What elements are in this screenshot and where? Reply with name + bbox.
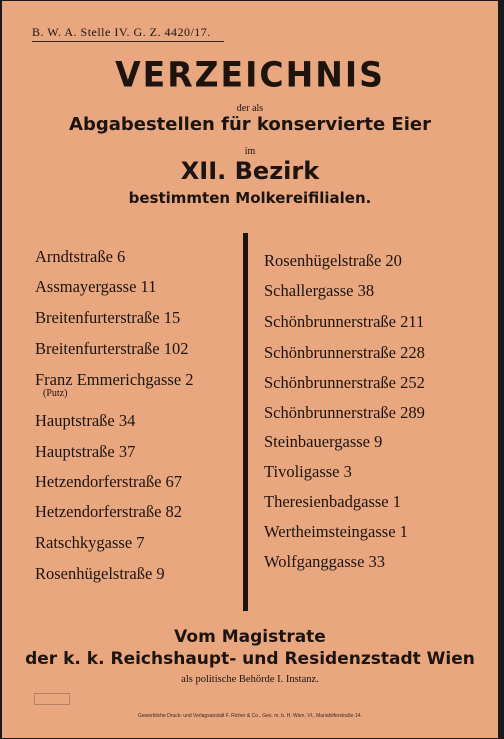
- der-als-text: der als: [236, 103, 264, 114]
- poster-title: VERZEICHNIS: [115, 54, 385, 95]
- street-name: Ratschkygasse 7: [35, 533, 145, 552]
- street-entry-left: [35, 411, 135, 431]
- street-name: Schallergasse 38: [264, 281, 375, 300]
- street-name: Assmayergasse 11: [35, 277, 157, 296]
- footer-authority-line2: der k. k. Reichshaupt- und Residenzstadt Wien: [25, 649, 475, 669]
- subtitle-abgabestellen: Abgabestellen für konservierte Eier: [69, 114, 431, 135]
- street-name: Hetzendorferstraße 82: [35, 502, 183, 521]
- street-entry-left: [35, 308, 180, 328]
- street-name: Schönbrunnerstraße 252: [264, 373, 425, 392]
- street-entry-left: [35, 277, 156, 297]
- street-name: Arndtstraße 6: [35, 247, 126, 266]
- street-entry-left: [35, 472, 182, 492]
- street-entry-right: [264, 492, 401, 512]
- street-name: Breitenfurterstraße 102: [35, 339, 189, 358]
- street-entry-right: [264, 432, 382, 452]
- street-name: Schönbrunnerstraße 289: [264, 403, 425, 422]
- street-entry-right: [264, 343, 425, 363]
- reference-number: B. W. A. Stelle IV. G. Z. 4420/17.: [32, 25, 211, 39]
- reference-underline: [32, 41, 224, 42]
- archive-stamp: [34, 693, 70, 705]
- footer-authority-line1: Vom Magistrate: [174, 627, 326, 647]
- street-entry-left: [35, 564, 165, 584]
- street-name: Tivoligasse 3: [264, 462, 352, 481]
- street-name: Hauptstraße 34: [35, 411, 136, 430]
- street-name: Wertheimsteingasse 1: [264, 522, 408, 541]
- street-name: Theresienbadgasse 1: [264, 492, 401, 511]
- street-name: Schönbrunnerstraße 228: [264, 343, 425, 362]
- district-heading: XII. Bezirk: [180, 157, 320, 185]
- poster: [2, 1, 498, 738]
- subtitle-molkereifilialen: bestimmten Molkereifilialen.: [128, 189, 372, 207]
- street-name: Rosenhügelstraße 20: [264, 251, 402, 270]
- printer-imprint: Gewerbliche Druck- und Verlagsanstalt F. Richer & Co., Ges. m. b. H. Wien, VI., Mariahilferstraße 14.: [138, 713, 362, 719]
- street-name: Schönbrunnerstraße 211: [264, 312, 425, 331]
- column-divider: [243, 233, 248, 611]
- street-entry-left: [35, 247, 125, 267]
- street-name: Franz Emmerichgasse 2: [35, 370, 194, 389]
- street-name: Steinbauergasse 9: [264, 432, 383, 451]
- street-entry-right: [264, 403, 425, 423]
- street-entry-left: [35, 533, 145, 553]
- street-entry-right: [264, 552, 385, 572]
- street-name: Breitenfurterstraße 15: [35, 308, 181, 327]
- street-entry-left: [35, 370, 194, 399]
- street-entry-right: [264, 281, 374, 301]
- street-name: Rosenhügelstraße 9: [35, 564, 165, 583]
- street-entry-right: [264, 312, 424, 332]
- street-name: Hetzendorferstraße 67: [35, 472, 183, 491]
- street-entry-left: [35, 339, 188, 359]
- street-entry-right: [264, 373, 425, 393]
- street-entry-left: [35, 442, 135, 462]
- street-name: Hauptstraße 37: [35, 442, 136, 461]
- street-entry-left: [35, 502, 182, 522]
- street-entry-right: [264, 522, 408, 542]
- street-entry-right: [264, 251, 402, 271]
- street-name: Wolfganggasse 33: [264, 552, 386, 571]
- street-entry-right: [264, 462, 352, 482]
- im-text: im: [244, 146, 256, 157]
- street-note: (Putz): [43, 388, 68, 399]
- footer-authority-line3: als politische Behörde I. Instanz.: [181, 674, 319, 685]
